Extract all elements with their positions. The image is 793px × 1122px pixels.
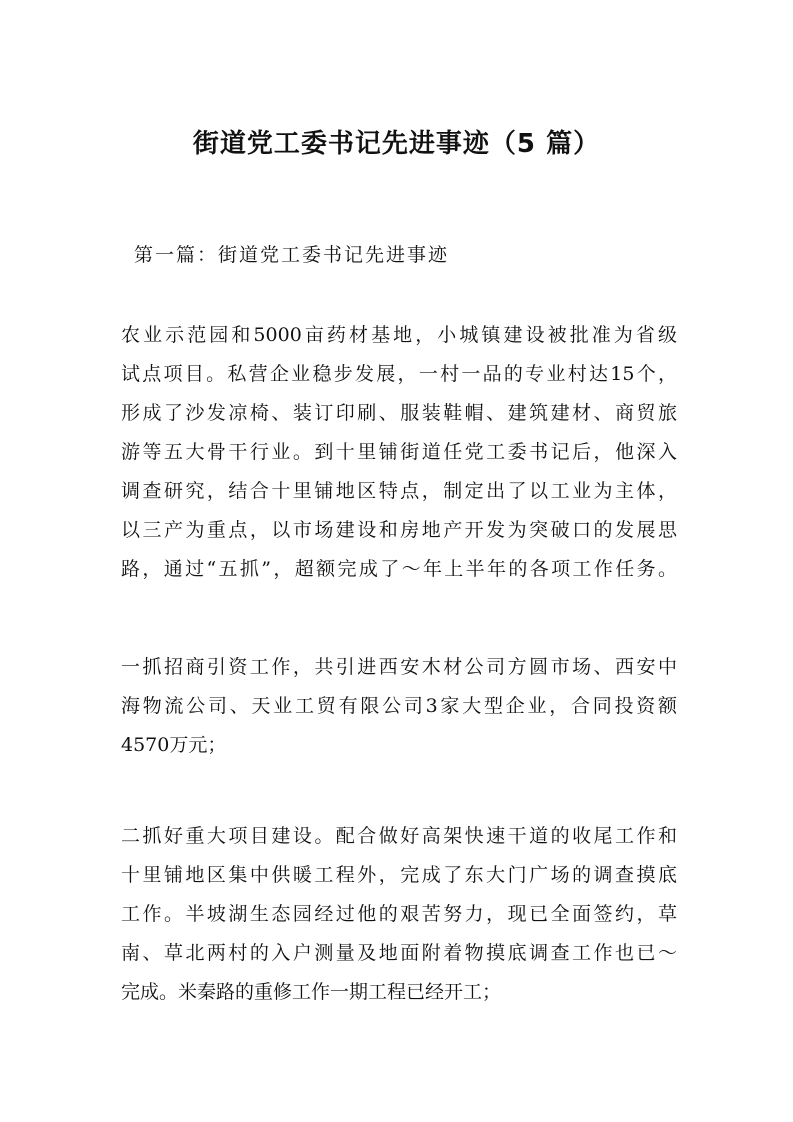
paragraph-line: 农业示范园和5000亩药材基地，小城镇建设被批准为省级 — [121, 324, 677, 346]
paragraph-line: 试点项目。私营企业稳步发展，一村一品的专业村达15个， — [121, 363, 677, 385]
paragraph-line: 一抓招商引资工作，共引进西安木材公司方圆市场、西安中 — [121, 656, 677, 678]
paragraph-line: 工作。半坡湖生态园经过他的艰苦努力，现已全面签约，草 — [121, 903, 677, 925]
paragraph-line: 调查研究，结合十里铺地区特点，制定出了以工业为主体， — [121, 480, 677, 502]
paragraph-line: 以三产为重点，以市场建设和房地产开发为突破口的发展思 — [121, 519, 677, 541]
paragraph-development-overview — [121, 316, 677, 589]
paragraph-line: 二抓好重大项目建设。配合做好高架快速干道的收尾工作和 — [121, 825, 677, 847]
paragraph-line: 完成。米秦路的重修工作一期工程已经开工； — [121, 981, 502, 1003]
document-title: 街道党工委书记先进事迹（5 篇） — [192, 129, 601, 159]
paragraph-line: 路，通过“五抓”，超额完成了～年上半年的各项工作任务。 — [121, 558, 677, 580]
paragraph-line: 形成了沙发凉椅、装订印刷、服装鞋帽、建筑建材、商贸旅 — [121, 402, 677, 424]
paragraph-line: 游等五大骨干行业。到十里铺街道任党工委书记后，他深入 — [121, 441, 677, 463]
paragraph-line: 南、草北两村的入户测量及地面附着物摸底调查工作也已～ — [121, 942, 677, 964]
paragraph-investment — [121, 648, 677, 765]
paragraph-line: 十里铺地区集中供暖工程外，完成了东大门广场的调查摸底 — [121, 864, 677, 886]
paragraph-line: 4570万元； — [121, 734, 227, 756]
paragraph-major-projects — [121, 817, 677, 1012]
paragraph-line: 海物流公司、天业工贸有限公司3家大型企业，合同投资额 — [121, 695, 677, 717]
section-heading: 第一篇：街道党工委书记先进事迹 — [134, 244, 450, 266]
